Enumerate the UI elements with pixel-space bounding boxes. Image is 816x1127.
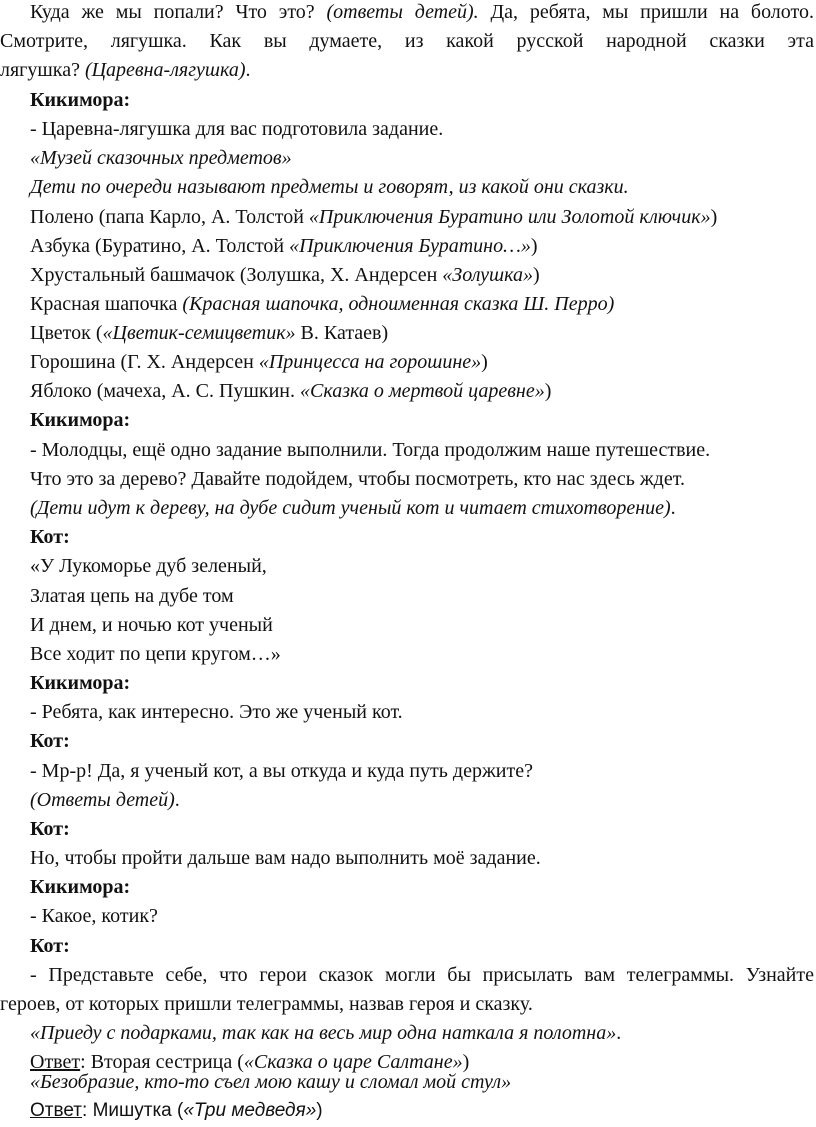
speaker-kot: Кот:: [30, 526, 70, 548]
word: вам: [584, 964, 616, 986]
speaker-kikimora: Кикимора:: [30, 876, 131, 898]
kot-line-justified: [30, 963, 814, 987]
poem-line: Златая цепь на дубе том: [30, 585, 234, 607]
word: мы: [115, 1, 142, 23]
word: Смотрите,: [0, 30, 89, 52]
item-yabloko: Яблоко (мачеха, А. С. Пушкин. «Сказка о мертвой царевне»): [30, 380, 552, 402]
word: (ответы: [326, 1, 403, 23]
word: вы: [263, 30, 287, 52]
word: пришли: [640, 1, 708, 23]
word: бы: [447, 964, 471, 986]
kot-line: Но, чтобы пройти дальше вам надо выполнить моё задание.: [30, 847, 541, 869]
word: болото.: [750, 1, 814, 23]
word: сказки: [709, 30, 765, 52]
word: Что: [235, 1, 267, 23]
word: герои: [259, 964, 307, 986]
word: ребята,: [529, 1, 591, 23]
kikimora-line: - Ребята, как интересно. Это же ученый кот.: [30, 701, 403, 723]
word: Как: [209, 30, 242, 52]
item-bashmachok: Хрустальный башмачок (Золушка, Х. Андерсен «Золушка»): [30, 264, 540, 286]
item-goroshina: Горошина (Г. Х. Андерсен «Принцесса на горошине»): [30, 351, 488, 373]
item-tsvetok: Цветок («Цветик-семицветик» В. Катаев): [30, 322, 389, 344]
word: лягушка.: [110, 30, 187, 52]
poem-line: «У Лукоморье дуб зеленый,: [30, 555, 267, 577]
speaker-kot: Кот:: [30, 818, 70, 840]
word: телеграммы.: [626, 964, 735, 986]
word: Куда: [30, 1, 70, 23]
telegram-2: «Безобразие, кто-то съел мою кашу и сломал мой стул»: [30, 1071, 512, 1093]
poem-line: Все ходит по цепи кругом…»: [30, 643, 281, 665]
word: какой: [446, 30, 494, 52]
speaker-kot: Кот:: [30, 935, 70, 957]
word: народной: [606, 30, 687, 52]
word: это?: [278, 1, 315, 23]
museum-title: «Музей сказочных предметов»: [30, 147, 292, 169]
intro-line-1: [30, 0, 814, 24]
speaker-kikimora: Кикимора:: [30, 89, 131, 111]
poem-line: И днем, и ночью кот ученый: [30, 614, 273, 636]
word: могли: [385, 964, 436, 986]
item-azbuka: Азбука (Буратино, А. Толстой «Приключения Буратино…»): [30, 235, 538, 257]
word: сказок: [318, 964, 374, 986]
word: эта: [787, 30, 814, 52]
answer-1: Ответ: Вторая сестрица («Сказка о царе Салтане»): [30, 1051, 470, 1073]
word: из: [404, 30, 424, 52]
item-polено: Полено (папа Карло, А. Толстой «Приключения Буратино или Золотой ключик»): [30, 206, 718, 228]
kikimora-line: Что это за дерево? Давайте подойдем, чтобы посмотреть, кто нас здесь ждет.: [30, 468, 685, 490]
telegram-1: «Приеду с подарками, так как на весь мир одна наткала я полотна».: [30, 1022, 622, 1044]
word: -: [30, 964, 37, 986]
speaker-kot: Кот:: [30, 730, 70, 752]
word: думаете,: [309, 30, 383, 52]
word: детей).: [414, 1, 479, 23]
word: себе,: [165, 964, 208, 986]
museum-instruction: Дети по очереди называют предметы и говорят, из какой они сказки.: [30, 176, 629, 198]
word: Да,: [490, 1, 519, 23]
stage-direction: (Дети идут к дереву, на дубе сидит ученый кот и читает стихотворение).: [30, 497, 676, 519]
kot-line: - Мр-р! Да, я ученый кот, а вы откуда и куда путь держите?: [30, 760, 533, 782]
speaker-kikimora: Кикимора:: [30, 409, 131, 431]
item-shapochka: Красная шапочка (Красная шапочка, одноименная сказка Ш. Перро): [30, 293, 615, 315]
word: Узнайте: [745, 964, 814, 986]
word: что: [219, 964, 248, 986]
intro-line-3: лягушка? (Царевна-лягушка).: [0, 59, 251, 81]
word: Представьте: [48, 964, 154, 986]
kikimora-line: - Какое, котик?: [30, 905, 158, 927]
kikimora-task: - Царевна-лягушка для вас подготовила задание.: [30, 118, 444, 140]
word: на: [719, 1, 740, 23]
word: русской: [516, 30, 584, 52]
intro-line-2: [0, 29, 814, 53]
word: попали?: [153, 1, 224, 23]
word: присылать: [482, 964, 573, 986]
kikimora-line: - Молодцы, ещё одно задание выполнили. Тогда продолжим наше путешествие.: [30, 439, 711, 461]
word: мы: [602, 1, 629, 23]
answer-2: Ответ: Мишутка («Три медведя»): [30, 1100, 323, 1121]
stage-direction: (Ответы детей).: [30, 789, 180, 811]
speaker-kikimora: Кикимора:: [30, 672, 131, 694]
word: же: [81, 1, 104, 23]
kot-line: героев, от которых пришли телеграммы, назвав героя и сказку.: [0, 993, 533, 1015]
